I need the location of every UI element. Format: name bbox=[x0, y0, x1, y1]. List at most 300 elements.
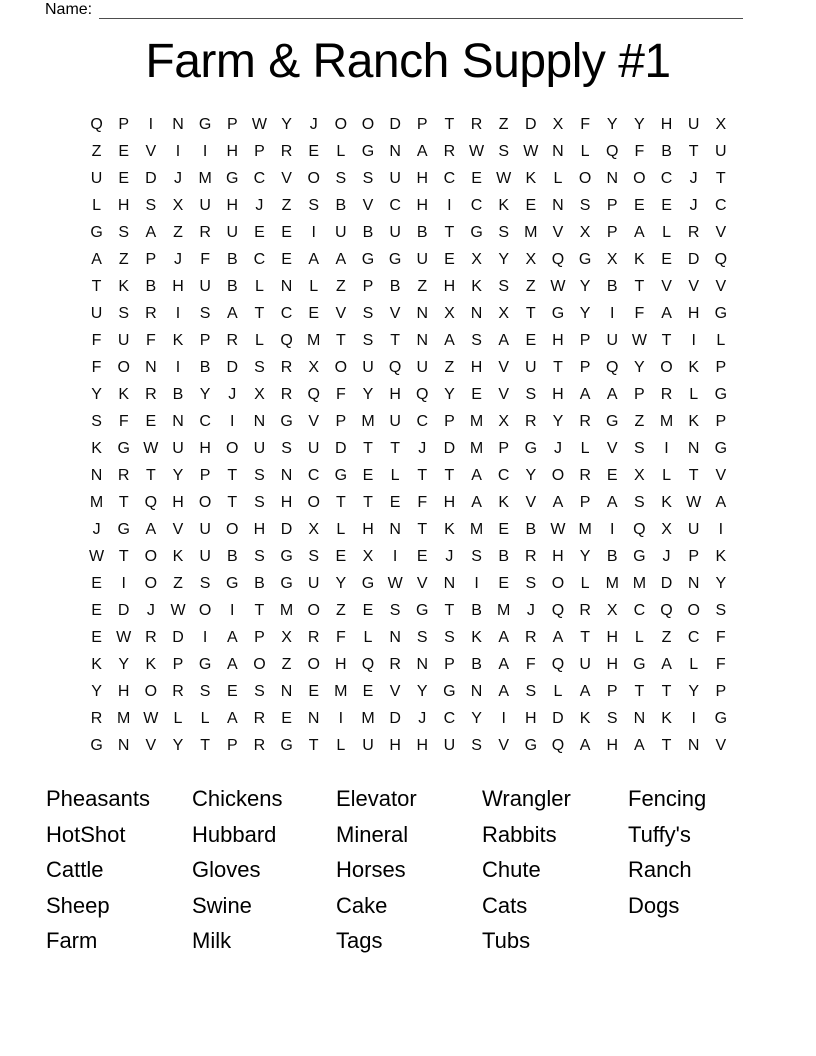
grid-cell-r7-c18: W bbox=[550, 277, 566, 295]
grid-cell-r12-c18: Y bbox=[552, 412, 564, 430]
grid-cell-r12-c4: N bbox=[172, 412, 184, 430]
grid-cell-r4-c19: S bbox=[579, 196, 591, 214]
grid-cell-r11-c4: B bbox=[172, 385, 184, 403]
grid-cell-r5-c20: P bbox=[606, 223, 618, 241]
grid-cell-r7-c3: B bbox=[145, 277, 157, 295]
grid-cell-r3-c6: G bbox=[226, 169, 239, 187]
word-item: Ranch bbox=[628, 857, 692, 882]
grid-cell-r5-c21: A bbox=[634, 223, 645, 241]
grid-cell-r19-c6: I bbox=[230, 601, 235, 619]
grid-cell-r19-c7: T bbox=[254, 601, 265, 619]
grid-cell-r3-c10: S bbox=[335, 169, 347, 187]
grid-cell-r2-c16: S bbox=[498, 142, 510, 160]
grid-cell-r10-c8: R bbox=[280, 358, 293, 376]
grid-cell-r20-c1: E bbox=[91, 628, 102, 646]
grid-cell-r20-c14: S bbox=[444, 628, 455, 646]
grid-cell-r14-c20: E bbox=[606, 466, 618, 484]
grid-cell-r18-c22: D bbox=[660, 574, 673, 592]
grid-cell-r20-c4: D bbox=[172, 628, 184, 646]
grid-cell-r15-c2: T bbox=[118, 493, 129, 511]
grid-cell-r17-c7: S bbox=[254, 547, 265, 565]
grid-cell-r3-c22: C bbox=[660, 169, 673, 187]
grid-cell-r19-c1: E bbox=[91, 601, 102, 619]
grid-cell-r24-c6: P bbox=[226, 736, 238, 754]
name-row bbox=[45, 1, 743, 19]
grid-cell-r8-c5: S bbox=[199, 304, 211, 322]
grid-cell-r21-c5: G bbox=[198, 655, 212, 673]
grid-cell-r11-c7: X bbox=[254, 385, 265, 403]
grid-cell-r6-c4: J bbox=[173, 250, 182, 268]
grid-cell-r5-c2: S bbox=[118, 223, 130, 241]
grid-cell-r18-c15: I bbox=[474, 574, 479, 592]
grid-cell-r6-c1: A bbox=[91, 250, 102, 268]
grid-cell-r18-c18: O bbox=[551, 574, 565, 592]
grid-cell-r11-c3: R bbox=[145, 385, 157, 403]
grid-cell-r21-c11: Q bbox=[361, 655, 375, 673]
grid-cell-r8-c24: G bbox=[714, 304, 728, 322]
page-title: Farm & Ranch Supply #1 bbox=[145, 35, 671, 88]
grid-cell-r12-c1: S bbox=[91, 412, 102, 430]
grid-cell-r19-c10: Z bbox=[335, 601, 346, 619]
grid-cell-r14-c18: O bbox=[551, 466, 565, 484]
grid-cell-r21-c2: Y bbox=[118, 655, 130, 673]
grid-cell-r20-c20: H bbox=[606, 628, 619, 646]
grid-cell-r12-c24: P bbox=[715, 412, 727, 430]
grid-cell-r9-c20: U bbox=[606, 331, 619, 349]
grid-cell-r9-c17: E bbox=[525, 331, 537, 349]
grid-cell-r9-c16: A bbox=[498, 331, 510, 349]
grid-cell-r19-c3: J bbox=[146, 601, 155, 619]
grid-cell-r22-c17: S bbox=[525, 682, 537, 700]
grid-cell-r8-c3: R bbox=[145, 304, 157, 322]
grid-cell-r11-c22: R bbox=[660, 385, 673, 403]
grid-cell-r7-c12: B bbox=[389, 277, 401, 295]
grid-cell-r24-c19: A bbox=[579, 736, 591, 754]
grid-cell-r10-c22: O bbox=[660, 358, 673, 376]
grid-cell-r15-c22: K bbox=[661, 493, 672, 511]
grid-cell-r22-c24: P bbox=[715, 682, 727, 700]
grid-cell-r11-c19: A bbox=[579, 385, 591, 403]
grid-cell-r13-c10: D bbox=[335, 439, 347, 457]
grid-cell-r23-c4: L bbox=[173, 709, 183, 727]
grid-cell-r2-c20: Q bbox=[606, 142, 619, 160]
grid-cell-r22-c10: M bbox=[334, 682, 348, 700]
grid-cell-r12-c16: X bbox=[498, 412, 510, 430]
grid-cell-r6-c18: Q bbox=[551, 250, 565, 268]
grid-cell-r10-c23: K bbox=[688, 358, 699, 376]
grid-cell-r2-c19: L bbox=[580, 142, 590, 160]
grid-cell-r7-c24: V bbox=[715, 277, 727, 295]
grid-cell-r4-c17: E bbox=[525, 196, 537, 214]
grid-cell-r17-c19: Y bbox=[579, 547, 591, 565]
grid-cell-r18-c20: M bbox=[605, 574, 619, 592]
grid-cell-r19-c22: Q bbox=[660, 601, 673, 619]
grid-cell-r4-c22: E bbox=[661, 196, 672, 214]
grid-cell-r17-c22: J bbox=[662, 547, 671, 565]
grid-cell-r5-c7: E bbox=[254, 223, 265, 241]
grid-cell-r1-c12: D bbox=[389, 115, 401, 133]
grid-cell-r19-c5: O bbox=[198, 601, 212, 619]
grid-cell-r23-c14: C bbox=[443, 709, 456, 727]
grid-cell-r11-c17: S bbox=[525, 385, 537, 403]
grid-cell-r4-c1: L bbox=[92, 196, 102, 214]
grid-cell-r9-c9: M bbox=[307, 331, 321, 349]
grid-cell-r6-c24: Q bbox=[714, 250, 728, 268]
grid-cell-r16-c17: B bbox=[525, 520, 537, 538]
grid-cell-r5-c23: R bbox=[687, 223, 700, 241]
grid-cell-r7-c23: V bbox=[688, 277, 699, 295]
grid-cell-r19-c17: J bbox=[526, 601, 535, 619]
grid-cell-r1-c16: Z bbox=[498, 115, 509, 133]
grid-cell-r8-c11: S bbox=[362, 304, 374, 322]
grid-cell-r16-c7: H bbox=[253, 520, 266, 538]
grid-cell-r8-c23: H bbox=[687, 304, 700, 322]
grid-cell-r12-c3: E bbox=[145, 412, 157, 430]
grid-cell-r6-c21: K bbox=[634, 250, 645, 268]
grid-cell-r10-c5: B bbox=[199, 358, 211, 376]
grid-cell-r1-c4: N bbox=[172, 115, 184, 133]
grid-cell-r11-c6: J bbox=[228, 385, 237, 403]
grid-cell-r4-c14: I bbox=[447, 196, 452, 214]
grid-cell-r21-c16: A bbox=[498, 655, 510, 673]
grid-cell-r1-c22: H bbox=[660, 115, 673, 133]
grid-cell-r1-c10: O bbox=[334, 115, 348, 133]
grid-cell-r2-c3: V bbox=[145, 142, 157, 160]
grid-cell-r23-c10: I bbox=[338, 709, 344, 727]
grid-cell-r21-c9: O bbox=[307, 655, 320, 673]
grid-cell-r9-c2: U bbox=[117, 331, 130, 349]
grid-cell-r14-c22: L bbox=[662, 466, 671, 484]
grid-cell-r12-c19: R bbox=[579, 412, 591, 430]
grid-cell-r20-c3: R bbox=[145, 628, 157, 646]
grid-cell-r21-c21: G bbox=[633, 655, 646, 673]
grid-cell-r2-c8: R bbox=[280, 142, 293, 160]
grid-cell-r10-c19: P bbox=[579, 358, 591, 376]
grid-cell-r24-c10: L bbox=[336, 736, 346, 754]
grid-cell-r1-c9: J bbox=[309, 115, 318, 133]
grid-cell-r22-c5: S bbox=[199, 682, 211, 700]
grid-cell-r16-c19: M bbox=[578, 520, 592, 538]
grid-cell-r3-c14: C bbox=[443, 169, 456, 187]
grid-cell-r4-c13: H bbox=[416, 196, 429, 214]
grid-cell-r11-c8: R bbox=[280, 385, 293, 403]
grid-cell-r17-c3: O bbox=[144, 547, 158, 565]
grid-cell-r10-c4: I bbox=[175, 358, 181, 376]
grid-cell-r24-c17: G bbox=[524, 736, 538, 754]
grid-cell-r16-c9: X bbox=[308, 520, 320, 538]
grid-cell-r1-c23: U bbox=[687, 115, 700, 133]
grid-cell-r2-c1: Z bbox=[91, 142, 102, 160]
grid-cell-r4-c5: U bbox=[199, 196, 211, 214]
grid-cell-r3-c9: O bbox=[307, 169, 320, 187]
grid-cell-r6-c12: G bbox=[388, 250, 402, 268]
grid-cell-r7-c2: K bbox=[118, 277, 130, 295]
grid-cell-r23-c16: I bbox=[501, 709, 506, 727]
grid-cell-r14-c17: Y bbox=[525, 466, 537, 484]
grid-cell-r9-c11: S bbox=[362, 331, 374, 349]
grid-cell-r2-c2: E bbox=[118, 142, 130, 160]
grid-cell-r5-c11: B bbox=[362, 223, 374, 241]
grid-cell-r17-c11: X bbox=[362, 547, 374, 565]
grid-cell-r22-c19: A bbox=[579, 682, 591, 700]
grid-cell-r16-c5: U bbox=[199, 520, 211, 538]
grid-cell-r3-c2: E bbox=[118, 169, 130, 187]
grid-cell-r15-c24: A bbox=[715, 493, 727, 511]
grid-cell-r6-c7: C bbox=[253, 250, 266, 268]
grid-cell-r7-c16: S bbox=[498, 277, 510, 295]
grid-cell-r22-c20: P bbox=[606, 682, 618, 700]
grid-cell-r10-c10: O bbox=[334, 358, 348, 376]
grid-cell-r21-c10: H bbox=[335, 655, 347, 673]
grid-cell-r12-c12: U bbox=[389, 412, 401, 430]
grid-cell-r24-c20: H bbox=[606, 736, 619, 754]
grid-cell-r2-c11: G bbox=[361, 142, 375, 160]
grid-cell-r23-c17: H bbox=[525, 709, 537, 727]
grid-cell-r14-c10: G bbox=[334, 466, 348, 484]
grid-cell-r8-c13: N bbox=[416, 304, 429, 322]
grid-cell-r9-c22: T bbox=[661, 331, 672, 349]
grid-cell-r16-c24: I bbox=[718, 520, 724, 538]
grid-cell-r23-c9: N bbox=[307, 709, 320, 727]
grid-cell-r5-c1: G bbox=[90, 223, 103, 241]
grid-cell-r16-c2: G bbox=[117, 520, 130, 538]
grid-cell-r2-c7: P bbox=[254, 142, 265, 160]
grid-cell-r14-c2: R bbox=[117, 466, 130, 484]
grid-cell-r14-c24: V bbox=[715, 466, 727, 484]
grid-cell-r15-c13: F bbox=[417, 493, 428, 511]
grid-cell-r2-c10: L bbox=[336, 142, 346, 160]
grid-cell-r22-c3: O bbox=[144, 682, 158, 700]
word-item: Cats bbox=[482, 892, 528, 918]
word-item: Rabbits bbox=[482, 821, 557, 847]
word-item: Cake bbox=[336, 892, 388, 918]
word-column-2 bbox=[192, 781, 336, 959]
grid-cell-r16-c21: Q bbox=[633, 520, 646, 538]
grid-cell-r11-c14: Y bbox=[444, 385, 455, 403]
grid-cell-r17-c14: J bbox=[445, 547, 454, 565]
grid-cell-r17-c8: G bbox=[280, 547, 293, 565]
grid-cell-r7-c15: K bbox=[471, 277, 482, 295]
grid-cell-r2-c12: N bbox=[389, 142, 401, 160]
grid-cell-r3-c19: O bbox=[578, 169, 592, 187]
grid-cell-r15-c6: T bbox=[227, 493, 238, 511]
grid-cell-r11-c20: A bbox=[606, 385, 618, 403]
grid-cell-r16-c18: W bbox=[550, 520, 566, 538]
grid-cell-r6-c23: D bbox=[687, 250, 700, 268]
grid-cell-r16-c11: H bbox=[362, 520, 374, 538]
grid-cell-r12-c11: M bbox=[361, 412, 375, 430]
grid-cell-r15-c10: T bbox=[335, 493, 346, 511]
word-item: Cattle bbox=[46, 857, 104, 882]
grid-cell-r1-c7: W bbox=[251, 115, 267, 133]
grid-cell-r17-c23: P bbox=[688, 547, 699, 565]
grid-cell-r16-c14: K bbox=[444, 520, 455, 538]
grid-cell-r10-c16: V bbox=[498, 358, 510, 376]
grid-cell-r16-c22: X bbox=[661, 520, 672, 538]
grid-cell-r21-c14: P bbox=[444, 655, 455, 673]
grid-cell-r10-c1: F bbox=[91, 358, 102, 376]
grid-cell-r22-c2: H bbox=[117, 682, 130, 700]
word-column-3 bbox=[336, 781, 482, 959]
grid-cell-r14-c5: P bbox=[199, 466, 211, 484]
grid-cell-r11-c23: L bbox=[689, 385, 699, 403]
grid-cell-r18-c14: N bbox=[443, 574, 456, 592]
grid-cell-r11-c21: P bbox=[634, 385, 645, 403]
grid-cell-r5-c3: A bbox=[145, 223, 157, 241]
grid-cell-r8-c10: V bbox=[335, 304, 347, 322]
grid-cell-r14-c1: N bbox=[90, 466, 103, 484]
grid-cell-r13-c9: U bbox=[307, 439, 320, 457]
grid-cell-r4-c23: J bbox=[689, 196, 698, 214]
grid-cell-r18-c24: Y bbox=[715, 574, 727, 592]
grid-cell-r16-c10: L bbox=[336, 520, 346, 538]
grid-cell-r8-c1: U bbox=[90, 304, 103, 322]
grid-cell-r20-c17: R bbox=[525, 628, 537, 646]
grid-cell-r6-c14: E bbox=[444, 250, 455, 268]
grid-cell-r13-c24: G bbox=[714, 439, 728, 457]
grid-cell-r2-c5: I bbox=[202, 142, 208, 160]
grid-cell-r7-c5: U bbox=[199, 277, 211, 295]
grid-cell-r8-c9: E bbox=[308, 304, 320, 322]
grid-cell-r7-c19: Y bbox=[579, 277, 591, 295]
grid-cell-r10-c20: Q bbox=[606, 358, 619, 376]
grid-cell-r10-c15: H bbox=[470, 358, 483, 376]
grid-cell-r18-c16: E bbox=[498, 574, 510, 592]
grid-cell-r22-c8: N bbox=[280, 682, 293, 700]
grid-cell-r13-c2: G bbox=[117, 439, 130, 457]
grid-cell-r21-c4: P bbox=[172, 655, 184, 673]
grid-cell-r22-c15: N bbox=[470, 682, 483, 700]
grid-cell-r14-c11: E bbox=[362, 466, 374, 484]
grid-cell-r14-c8: N bbox=[280, 466, 293, 484]
word-item: Tags bbox=[336, 928, 383, 953]
grid-cell-r16-c16: E bbox=[498, 520, 510, 538]
grid-cell-r20-c13: S bbox=[416, 628, 428, 646]
grid-cell-r17-c15: S bbox=[471, 547, 482, 565]
grid-cell-r3-c16: W bbox=[496, 169, 512, 187]
grid-cell-r13-c14: D bbox=[443, 439, 456, 457]
grid-cell-r22-c21: T bbox=[634, 682, 645, 700]
grid-cell-r19-c16: M bbox=[497, 601, 511, 619]
grid-cell-r8-c22: A bbox=[661, 304, 672, 322]
grid-cell-r15-c8: H bbox=[280, 493, 293, 511]
grid-cell-r24-c1: G bbox=[90, 736, 103, 754]
grid-cell-r8-c8: C bbox=[280, 304, 293, 322]
grid-cell-r3-c11: S bbox=[362, 169, 374, 187]
grid-cell-r9-c10: T bbox=[335, 331, 346, 349]
grid-cell-r12-c13: C bbox=[416, 412, 429, 430]
grid-cell-r18-c11: G bbox=[361, 574, 375, 592]
grid-cell-r18-c4: Z bbox=[173, 574, 183, 592]
grid-cell-r19-c13: G bbox=[416, 601, 429, 619]
grid-cell-r21-c15: B bbox=[471, 655, 482, 673]
grid-cell-r24-c15: S bbox=[471, 736, 482, 754]
grid-cell-r20-c8: X bbox=[281, 628, 292, 646]
grid-cell-r24-c11: U bbox=[362, 736, 374, 754]
grid-cell-r1-c6: P bbox=[226, 115, 238, 133]
grid-cell-r11-c10: F bbox=[335, 385, 346, 403]
grid-cell-r15-c12: E bbox=[389, 493, 401, 511]
grid-cell-r24-c3: V bbox=[145, 736, 157, 754]
grid-cell-r3-c4: J bbox=[173, 169, 182, 187]
grid-cell-r2-c24: U bbox=[715, 142, 727, 160]
word-item: Dogs bbox=[628, 892, 680, 918]
grid-cell-r16-c4: V bbox=[172, 520, 184, 538]
word-item: Swine bbox=[192, 892, 252, 918]
grid-cell-r9-c19: P bbox=[579, 331, 591, 349]
grid-cell-r22-c23: Y bbox=[688, 682, 699, 700]
grid-cell-r6-c15: X bbox=[471, 250, 482, 268]
grid-cell-r14-c15: A bbox=[471, 466, 482, 484]
grid-cell-r8-c7: T bbox=[254, 304, 265, 322]
grid-cell-r15-c17: V bbox=[525, 493, 537, 511]
grid-cell-r19-c9: O bbox=[307, 601, 320, 619]
grid-cell-r13-c6: O bbox=[226, 439, 239, 457]
grid-cell-r17-c4: K bbox=[172, 547, 184, 565]
grid-cell-r4-c18: N bbox=[552, 196, 564, 214]
grid-cell-r1-c5: G bbox=[198, 115, 212, 133]
grid-cell-r3-c20: N bbox=[606, 169, 619, 187]
grid-cell-r4-c8: Z bbox=[281, 196, 292, 214]
grid-cell-r13-c15: M bbox=[469, 439, 484, 457]
grid-cell-r6-c5: F bbox=[200, 250, 211, 268]
grid-cell-r20-c11: L bbox=[363, 628, 373, 646]
grid-cell-r21-c19: U bbox=[579, 655, 591, 673]
grid-cell-r21-c18: Q bbox=[551, 655, 565, 673]
grid-cell-r15-c23: W bbox=[686, 493, 702, 511]
grid-cell-r22-c18: L bbox=[553, 682, 563, 700]
grid-cell-r11-c16: V bbox=[498, 385, 510, 403]
grid-cell-r23-c7: R bbox=[253, 709, 266, 727]
grid-cell-r5-c24: V bbox=[715, 223, 727, 241]
grid-cell-r3-c8: V bbox=[281, 169, 292, 187]
grid-cell-r13-c13: J bbox=[418, 439, 427, 457]
grid-cell-r4-c12: C bbox=[389, 196, 401, 214]
grid-cell-r14-c19: R bbox=[579, 466, 591, 484]
grid-cell-r2-c4: I bbox=[175, 142, 181, 160]
grid-cell-r1-c21: Y bbox=[634, 115, 645, 133]
grid-cell-r13-c17: G bbox=[524, 439, 538, 457]
grid-cell-r15-c14: H bbox=[443, 493, 456, 511]
grid-cell-r21-c12: R bbox=[389, 655, 401, 673]
grid-cell-r6-c11: G bbox=[361, 250, 375, 268]
grid-cell-r1-c15: R bbox=[470, 115, 483, 133]
word-item: Elevator bbox=[336, 786, 417, 811]
grid-cell-r24-c5: T bbox=[200, 736, 211, 754]
grid-cell-r22-c22: T bbox=[661, 682, 672, 700]
grid-cell-r4-c2: H bbox=[117, 196, 130, 214]
grid-cell-r6-c2: Z bbox=[118, 250, 129, 268]
grid-cell-r6-c17: X bbox=[525, 250, 537, 268]
word-item: Sheep bbox=[46, 892, 110, 918]
letter-grid bbox=[83, 111, 734, 759]
grid-cell-r17-c20: B bbox=[606, 547, 618, 565]
grid-cell-r5-c4: Z bbox=[173, 223, 183, 241]
grid-cell-r17-c10: E bbox=[335, 547, 347, 565]
grid-cell-r2-c23: T bbox=[688, 142, 699, 160]
grid-cell-r11-c1: Y bbox=[91, 385, 102, 403]
grid-cell-r7-c21: T bbox=[634, 277, 645, 295]
grid-cell-r14-c4: Y bbox=[172, 466, 184, 484]
grid-cell-r4-c6: H bbox=[226, 196, 239, 214]
grid-cell-r4-c11: V bbox=[362, 196, 374, 214]
grid-cell-r10-c3: N bbox=[145, 358, 157, 376]
grid-cell-r21-c8: Z bbox=[281, 655, 292, 673]
grid-cell-r21-c13: N bbox=[416, 655, 429, 673]
grid-cell-r7-c14: H bbox=[443, 277, 456, 295]
grid-cell-r23-c5: L bbox=[200, 709, 210, 727]
grid-cell-r20-c24: F bbox=[715, 628, 726, 646]
